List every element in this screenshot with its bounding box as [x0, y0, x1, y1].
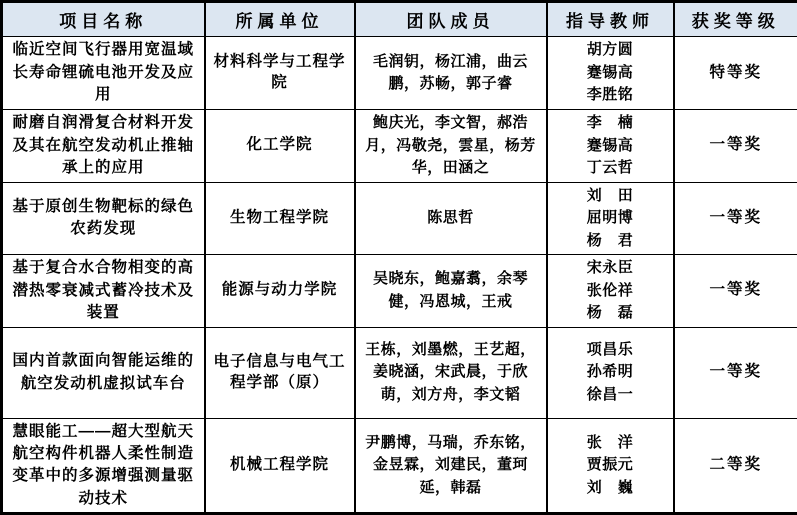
- header-project-name: 项目名称: [2, 2, 205, 37]
- advisor-name: 徐昌一: [552, 384, 669, 407]
- advisor-name: 贾振元: [552, 454, 669, 477]
- advisors-cell: [547, 182, 674, 255]
- advisor-name: 孙希明: [552, 361, 669, 384]
- members-cell: 陈思哲: [355, 182, 547, 255]
- unit-cell: 化工学院: [205, 110, 355, 183]
- advisor-name: 蹇锡高: [552, 135, 669, 158]
- project-name-cell: 慧眼能工——超大型航天航空构件机器人柔性制造变革中的多源增强测量驱动技术: [2, 418, 205, 514]
- project-name-cell: 基于复合水合物相变的高潜热零衰减式蓄冷技术及装置: [2, 255, 205, 328]
- advisors-cell: [547, 110, 674, 183]
- award-cell: 二等奖: [674, 418, 797, 514]
- award-cell: 一等奖: [674, 255, 797, 328]
- advisors-cell: [547, 327, 674, 418]
- table-row: [2, 110, 797, 183]
- advisor-name: 杨 君: [552, 230, 669, 253]
- table-row: [2, 418, 797, 514]
- unit-cell: 机械工程学院: [205, 418, 355, 514]
- advisors-cell: [547, 255, 674, 328]
- unit-cell: 生物工程学院: [205, 182, 355, 255]
- project-name-cell: 临近空间飞行器用宽温域长寿命锂硫电池开发及应用: [2, 37, 205, 110]
- members-cell: 吴晓东，鲍嘉翥，余琴健，冯恩城，王戒: [355, 255, 547, 328]
- award-cell: 一等奖: [674, 110, 797, 183]
- advisor-name: 刘 田: [552, 185, 669, 208]
- table-row: [2, 255, 797, 328]
- header-members: 团队成员: [355, 2, 547, 37]
- project-name-cell: 国内首款面向智能运维的航空发动机虚拟试车台: [2, 327, 205, 418]
- advisor-name: 屈明博: [552, 207, 669, 230]
- advisors-cell: [547, 37, 674, 110]
- table-row: [2, 37, 797, 110]
- advisor-name: 丁云哲: [552, 157, 669, 180]
- advisor-name: 李胜铭: [552, 84, 669, 107]
- members-cell: 鲍庆光，李文智，郝浩月，冯敬尧，雲星，杨芳华，田涵之: [355, 110, 547, 183]
- advisor-name: 张伦祥: [552, 280, 669, 303]
- project-name-cell: 基于原创生物靶标的绿色农药发现: [2, 182, 205, 255]
- advisor-name: 李 楠: [552, 112, 669, 135]
- advisor-name: 宋永臣: [552, 257, 669, 280]
- unit-cell: 能源与动力学院: [205, 255, 355, 328]
- advisor-name: 蹇锡高: [552, 62, 669, 85]
- advisor-name: 项昌乐: [552, 339, 669, 362]
- advisor-name: 杨 磊: [552, 302, 669, 325]
- project-name-cell: 耐磨自润滑复合材料开发及其在航空发动机止推轴承上的应用: [2, 110, 205, 183]
- table-row: [2, 182, 797, 255]
- unit-cell: 电子信息与电气工程学部（原）: [205, 327, 355, 418]
- award-cell: 一等奖: [674, 327, 797, 418]
- award-cell: 特等奖: [674, 37, 797, 110]
- award-cell: 一等奖: [674, 182, 797, 255]
- unit-cell: 材料科学与工程学院: [205, 37, 355, 110]
- advisor-name: 胡方圆: [552, 39, 669, 62]
- header-advisors: 指导教师: [547, 2, 674, 37]
- members-cell: 毛润钥，杨江浦，曲云鹏，苏畅，郭子睿: [355, 37, 547, 110]
- header-unit: 所属单位: [205, 2, 355, 37]
- header-row: [2, 2, 797, 37]
- members-cell: 尹鹏博，马瑞，乔东铭，金昱霖，刘建民，董珂延，韩磊: [355, 418, 547, 514]
- advisors-cell: [547, 418, 674, 514]
- header-award: 获奖等级: [674, 2, 797, 37]
- table-row: [2, 327, 797, 418]
- advisor-name: 张 洋: [552, 432, 669, 455]
- members-cell: 王栋，刘墨燃，王艺超，姜晓涵，宋武晨，于欣萌，刘方舟，李文韬: [355, 327, 547, 418]
- advisor-name: 刘 巍: [552, 477, 669, 500]
